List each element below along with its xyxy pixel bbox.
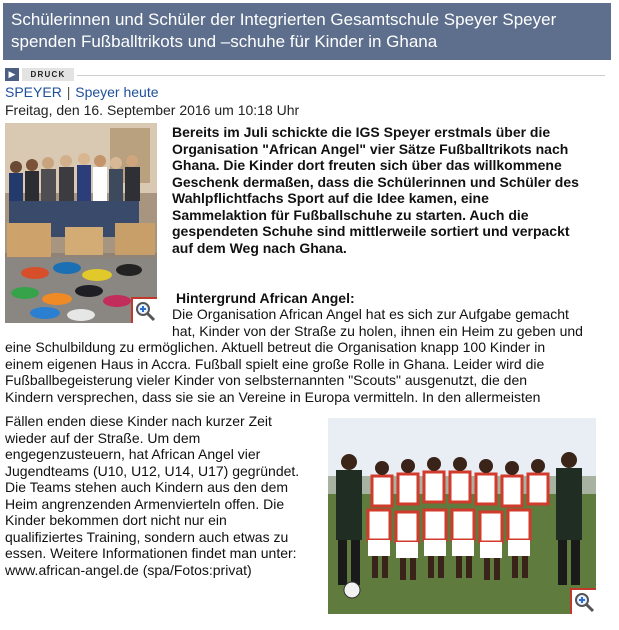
lead-line: Wahlpflichtfachs Sport auf die Idee kamen, eine <box>172 190 489 206</box>
body-line: engegenzusteuern, hat African Angel vier <box>5 446 261 462</box>
section-heading: Hintergrund African Angel: <box>176 290 355 306</box>
article-date: Freitag, den 16. September 2016 um 10:18 Uhr <box>5 102 300 118</box>
print-button[interactable]: DRUCK <box>22 68 74 81</box>
breadcrumb-separator: | <box>66 84 71 100</box>
lead-line: gespendeten Schuhe sind mittlerweile sortiert und verpackt <box>172 223 570 239</box>
body-line: hat, Kinder von der Straße zu holen, ihnen ein Heim zu geben und <box>172 322 583 339</box>
website-link-line[interactable]: www.african-angel.de (spa/Fotos:privat) <box>5 561 252 578</box>
body-line: Kinder bekommen dort nicht nur ein <box>5 512 227 528</box>
magnifier-plus-icon <box>572 590 596 614</box>
print-bar <box>5 68 605 82</box>
body-line: qualifiziertes Training, sondern auch etwas zu <box>5 528 289 545</box>
arrow-right-icon[interactable]: ▶ <box>5 68 19 81</box>
lead-line: Geschenk dermaßen, dass die Schülerinnen und Schüler des <box>172 173 579 190</box>
body-line: wieder auf der Straße. Um dem <box>5 429 201 446</box>
article-lead <box>172 123 612 255</box>
body-paragraph-full <box>5 339 545 405</box>
zoom-button[interactable] <box>131 297 157 323</box>
lead-line: Organisation "African Angel" vier Sätze Fußballtrikots nach <box>172 140 569 157</box>
body-line: einem eigenen Haus in Accra. Fußball spielt eine große Rolle in Ghana. Leider wird die <box>5 355 545 372</box>
article-title-line: spenden Fußballtrikots und –schuhe für Kinder in Ghana <box>11 32 438 51</box>
body-line: Fällen enden diese Kinder nach kurzer Zeit <box>5 413 272 429</box>
article-title-line: Schülerinnen und Schüler der Integrierten Gesamtschule Speyer Speyer <box>11 10 557 29</box>
lead-line: Ghana. Die Kinder dort freuten sich über das willkommene <box>172 157 562 173</box>
lead-line: auf dem Weg nach Ghana. <box>172 239 347 256</box>
body-paragraph-right <box>172 306 583 339</box>
photo-students-shoes-image <box>5 123 157 323</box>
body-paragraph-left <box>5 413 299 578</box>
body-line: Jugendteams (U10, U12, U14, U17) gegründet. <box>5 462 300 479</box>
breadcrumb <box>5 84 159 100</box>
body-line: Die Organisation African Angel hat es sich zur Aufgabe gemacht <box>172 306 569 322</box>
photo-football-team-image <box>328 418 596 614</box>
body-line: eine Schulbildung zu ermöglichen. Aktuell betreut die Organisation knapp 100 Kinder in <box>5 339 546 355</box>
article-title <box>3 3 611 60</box>
body-line: Die Teams stehen auch Kindern aus den dem <box>5 479 289 495</box>
breadcrumb-section-link[interactable]: SPEYER <box>5 84 62 100</box>
body-line: essen. Weitere Informationen findet man unter: <box>5 545 297 561</box>
body-line: Fußballbegeisterung vieler Kinder von selbsternannten "Scouts" ausgenutzt, die den <box>5 372 528 388</box>
body-line: Kindern versprechen, dass sie sie an Vereine in Europa vermitteln. In den allermeisten <box>5 388 541 405</box>
magnifier-plus-icon <box>133 299 157 323</box>
divider <box>77 75 605 76</box>
photo-football-team[interactable] <box>328 418 596 614</box>
photo-students-shoes[interactable] <box>5 123 157 323</box>
lead-line: Sammelaktion für Fußballschuhe zu starten. Auch die <box>172 206 529 223</box>
breadcrumb-subsection-link[interactable]: Speyer heute <box>75 84 159 100</box>
zoom-button[interactable] <box>570 588 596 614</box>
body-line: Heim angrenzenden Armenvierteln offen. Die <box>5 495 285 512</box>
lead-line: Bereits im Juli schickte die IGS Speyer erstmals über die <box>172 124 551 140</box>
